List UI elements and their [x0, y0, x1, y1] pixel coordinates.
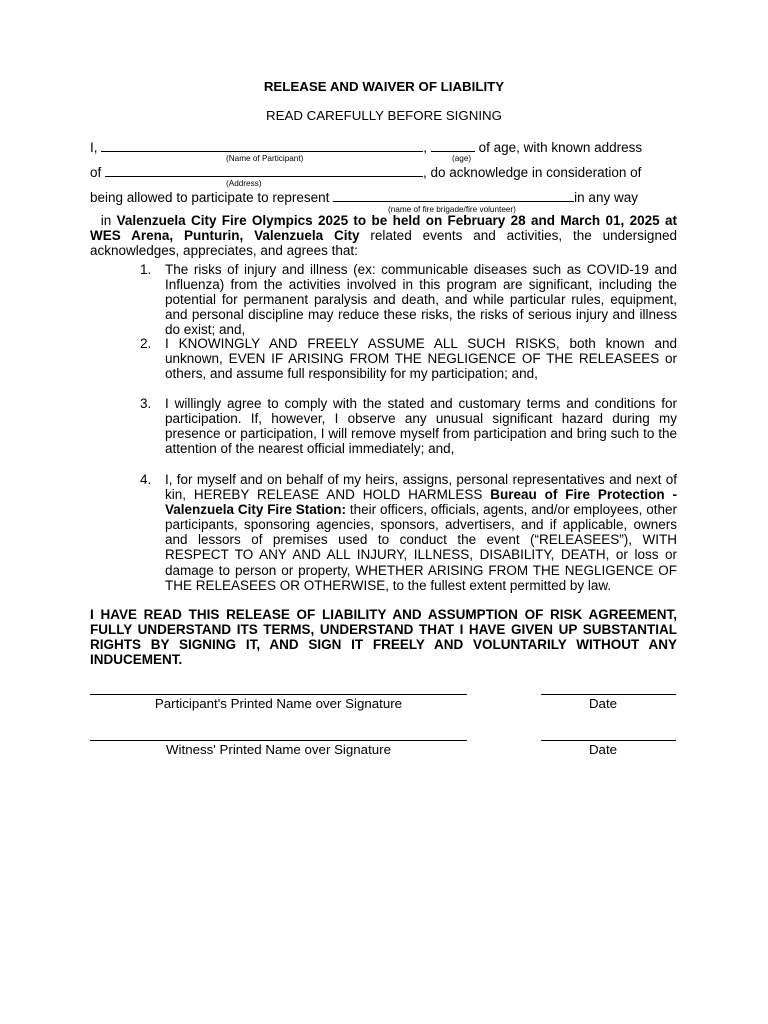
line1-prefix: I,: [90, 140, 98, 155]
address-blank[interactable]: [105, 164, 423, 177]
age-blank[interactable]: [431, 139, 475, 152]
line3-suffix: in any way: [574, 190, 638, 205]
intro-event: Valenzuela City Fire Olympics 2025 to be held on February 28 and March 01, 2025 at WES Arena, Punturin, Valenzuela City: [90, 213, 677, 244]
intro-lead: in: [100, 213, 112, 228]
item-4-text-a: I, for myself and on behalf of my heirs, assigns, personal representatives and next of kin, HEREBY RELEASE AND HOLD HARMLESS: [165, 472, 677, 503]
line3-prefix: being allowed to participate to represent: [90, 190, 330, 205]
item-3-number: 3.: [140, 396, 152, 411]
document-title: RELEASE AND WAIVER OF LIABILITY: [263, 79, 505, 94]
item-4-text-bold: Bureau of Fire Protection - Valenzuela City Fire Station:: [165, 487, 677, 518]
fire-brigade-blank[interactable]: [333, 189, 574, 202]
participant-name-line: [90, 139, 642, 155]
line1-comma: ,: [423, 140, 428, 155]
participant-signature-line[interactable]: [90, 694, 467, 695]
item-1-text: The risks of injury and illness (ex: communicable diseases such as COVID-19 and Influenza) from the activities involved in this program are significant, including the potential for permanent paralysis and death, and while particular rules, equipment, and personal discipline may reduce these risks, the risks of serious injury and illness do exist; and,: [165, 262, 677, 338]
participant-date-line[interactable]: [541, 694, 676, 695]
item-2-text: I KNOWINGLY AND FREELY ASSUME ALL SUCH RISKS, both known and unknown, EVEN IF ARISING FROM THE NEGLIGENCE OF THE RELEASEES or others, and assume full responsibility for my participation; and,: [165, 336, 677, 382]
participant-signature-label: Participant's Printed Name over Signature: [154, 696, 403, 711]
line1-suffix: of age, with known address: [478, 140, 643, 155]
participant-name-blank[interactable]: [101, 139, 423, 152]
participant-date-label: Date: [588, 696, 618, 711]
participant-name-caption: (Name of Participant): [226, 154, 304, 163]
witness-date-line[interactable]: [541, 740, 676, 741]
line2-prefix: of: [90, 165, 102, 180]
item-2-number: 2.: [140, 336, 152, 351]
item-4-text-b: their officers, officials, agents, and/or employees, other participants, sponsoring agencies, sponsors, advertisers, and if applicable, owners and lessors of premises used to conduct the event (“RELEASEES”), WITH RESPECT TO ANY AND ALL INJURY, ILLNESS, DISABILITY, DEATH, or loss or damage to person or property, WHETHER ARISING FROM THE NEGLIGENCE OF THE RELEASEES OR OTHERWISE, to the fullest extent permitted by law.: [165, 502, 677, 593]
address-caption: (Address): [226, 179, 262, 188]
witness-signature-line[interactable]: [90, 740, 467, 741]
age-caption: (age): [452, 154, 472, 163]
witness-signature-label: Witness' Printed Name over Signature: [166, 742, 391, 757]
address-line: [90, 164, 641, 180]
item-4-text: [165, 472, 677, 593]
item-1-number: 1.: [140, 262, 152, 277]
line2-suffix: , do acknowledge in consideration of: [423, 165, 642, 180]
witness-date-label: Date: [588, 742, 618, 757]
intro-rest: related events and activities, the undersigned acknowledges, appreciates, and agrees that:: [90, 228, 677, 259]
final-statement: I HAVE READ THIS RELEASE OF LIABILITY AND ASSUMPTION OF RISK AGREEMENT, FULLY UNDERSTAND ITS TERMS, UNDERSTAND THAT I HAVE GIVEN UP SUBSTANTIAL RIGHTS BY SIGNING IT, AND SIGN IT FREELY AND VOLUNTARILY WITHOUT ANY INDUCEMENT.: [90, 607, 677, 668]
item-3-text: I willingly agree to comply with the stated and customary terms and conditions for participation. If, however, I observe any unusual significant hazard during my presence or participation, I will remove myself from participation and bring such to the attention of the nearest official immediately; and,: [165, 396, 677, 457]
document-subtitle: READ CAREFULLY BEFORE SIGNING: [266, 108, 502, 123]
fire-brigade-caption: (name of fire brigade/fire volunteer): [388, 205, 516, 214]
intro-paragraph: [90, 213, 677, 258]
represent-line: [90, 189, 638, 205]
item-4-number: 4.: [140, 472, 152, 487]
